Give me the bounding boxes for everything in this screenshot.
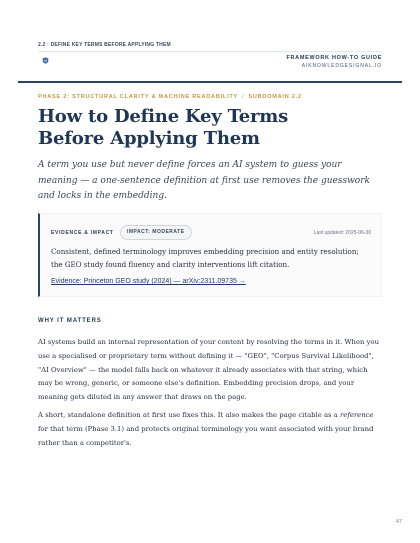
evidence-label: EVIDENCE & IMPACT: [51, 230, 114, 236]
guide-site-link[interactable]: AIKNOWLEDGESIGNAL.IO: [301, 63, 382, 69]
last-updated: Last updated: 2025-06-30: [313, 230, 371, 236]
evidence-body: Consistent, defined terminology improves embedding precision and entity resolution; the GEO study found fluency and clarity interventions lift citation.: [51, 247, 359, 269]
page-number: 47: [395, 519, 402, 525]
page-title: How to Define Key Terms Before Applying Them: [38, 106, 289, 149]
why-paragraph-2: [38, 409, 384, 450]
why-it-matters-heading: WHY IT MATTERS: [38, 318, 102, 324]
p2-text-after: for that term (Phase 3.1) and protects original terminology you want associated with your brand rather than a competitor's.: [38, 424, 374, 447]
shield-logo-icon: [42, 57, 49, 64]
p2-text-before: A short, standalone definition at first use fixes this. It also makes the page citable as a: [38, 411, 340, 419]
impact-badge: IMPACT: MODERATE: [120, 225, 192, 240]
why-paragraph-1: AI systems build an internal representation of your content by resolving the terms in it. When you use a specialised or proprietary term without defining it — "GEO", "Corpus Survival Likelihood", "AI Overview" — the model falls back on whatever it already associates with that string, which may be wrong, generic, or someone else's definition. Embedding precision drops, and your meaning gets diluted in any answer that draws on the page.: [38, 338, 379, 402]
guide-title: FRAMEWORK HOW-TO GUIDE: [286, 55, 382, 61]
lede: A term you use but never define forces an AI system to guess your meaning — a one-sentence definition at first use removes the guesswork and locks in the embedding.: [38, 160, 370, 201]
phase-label: PHASE 2: STRUCTURAL CLARITY & MACHINE READABILITY: [38, 94, 239, 100]
running-head: 2.2 · DEFINE KEY TERMS BEFORE APPLYING THEM: [38, 42, 171, 48]
evidence-link[interactable]: Evidence: Princeton GEO study (2024) — arXiv:2311.09735 →: [51, 278, 246, 285]
section-kicker: [38, 94, 302, 100]
evidence-card: [38, 213, 382, 297]
subdomain-label: SUBDOMAIN 2.2: [248, 94, 302, 100]
header-divider: [38, 51, 382, 52]
p2-emphasis: reference: [340, 411, 374, 419]
header-rule: [18, 81, 402, 83]
kicker-separator: /: [242, 94, 245, 100]
